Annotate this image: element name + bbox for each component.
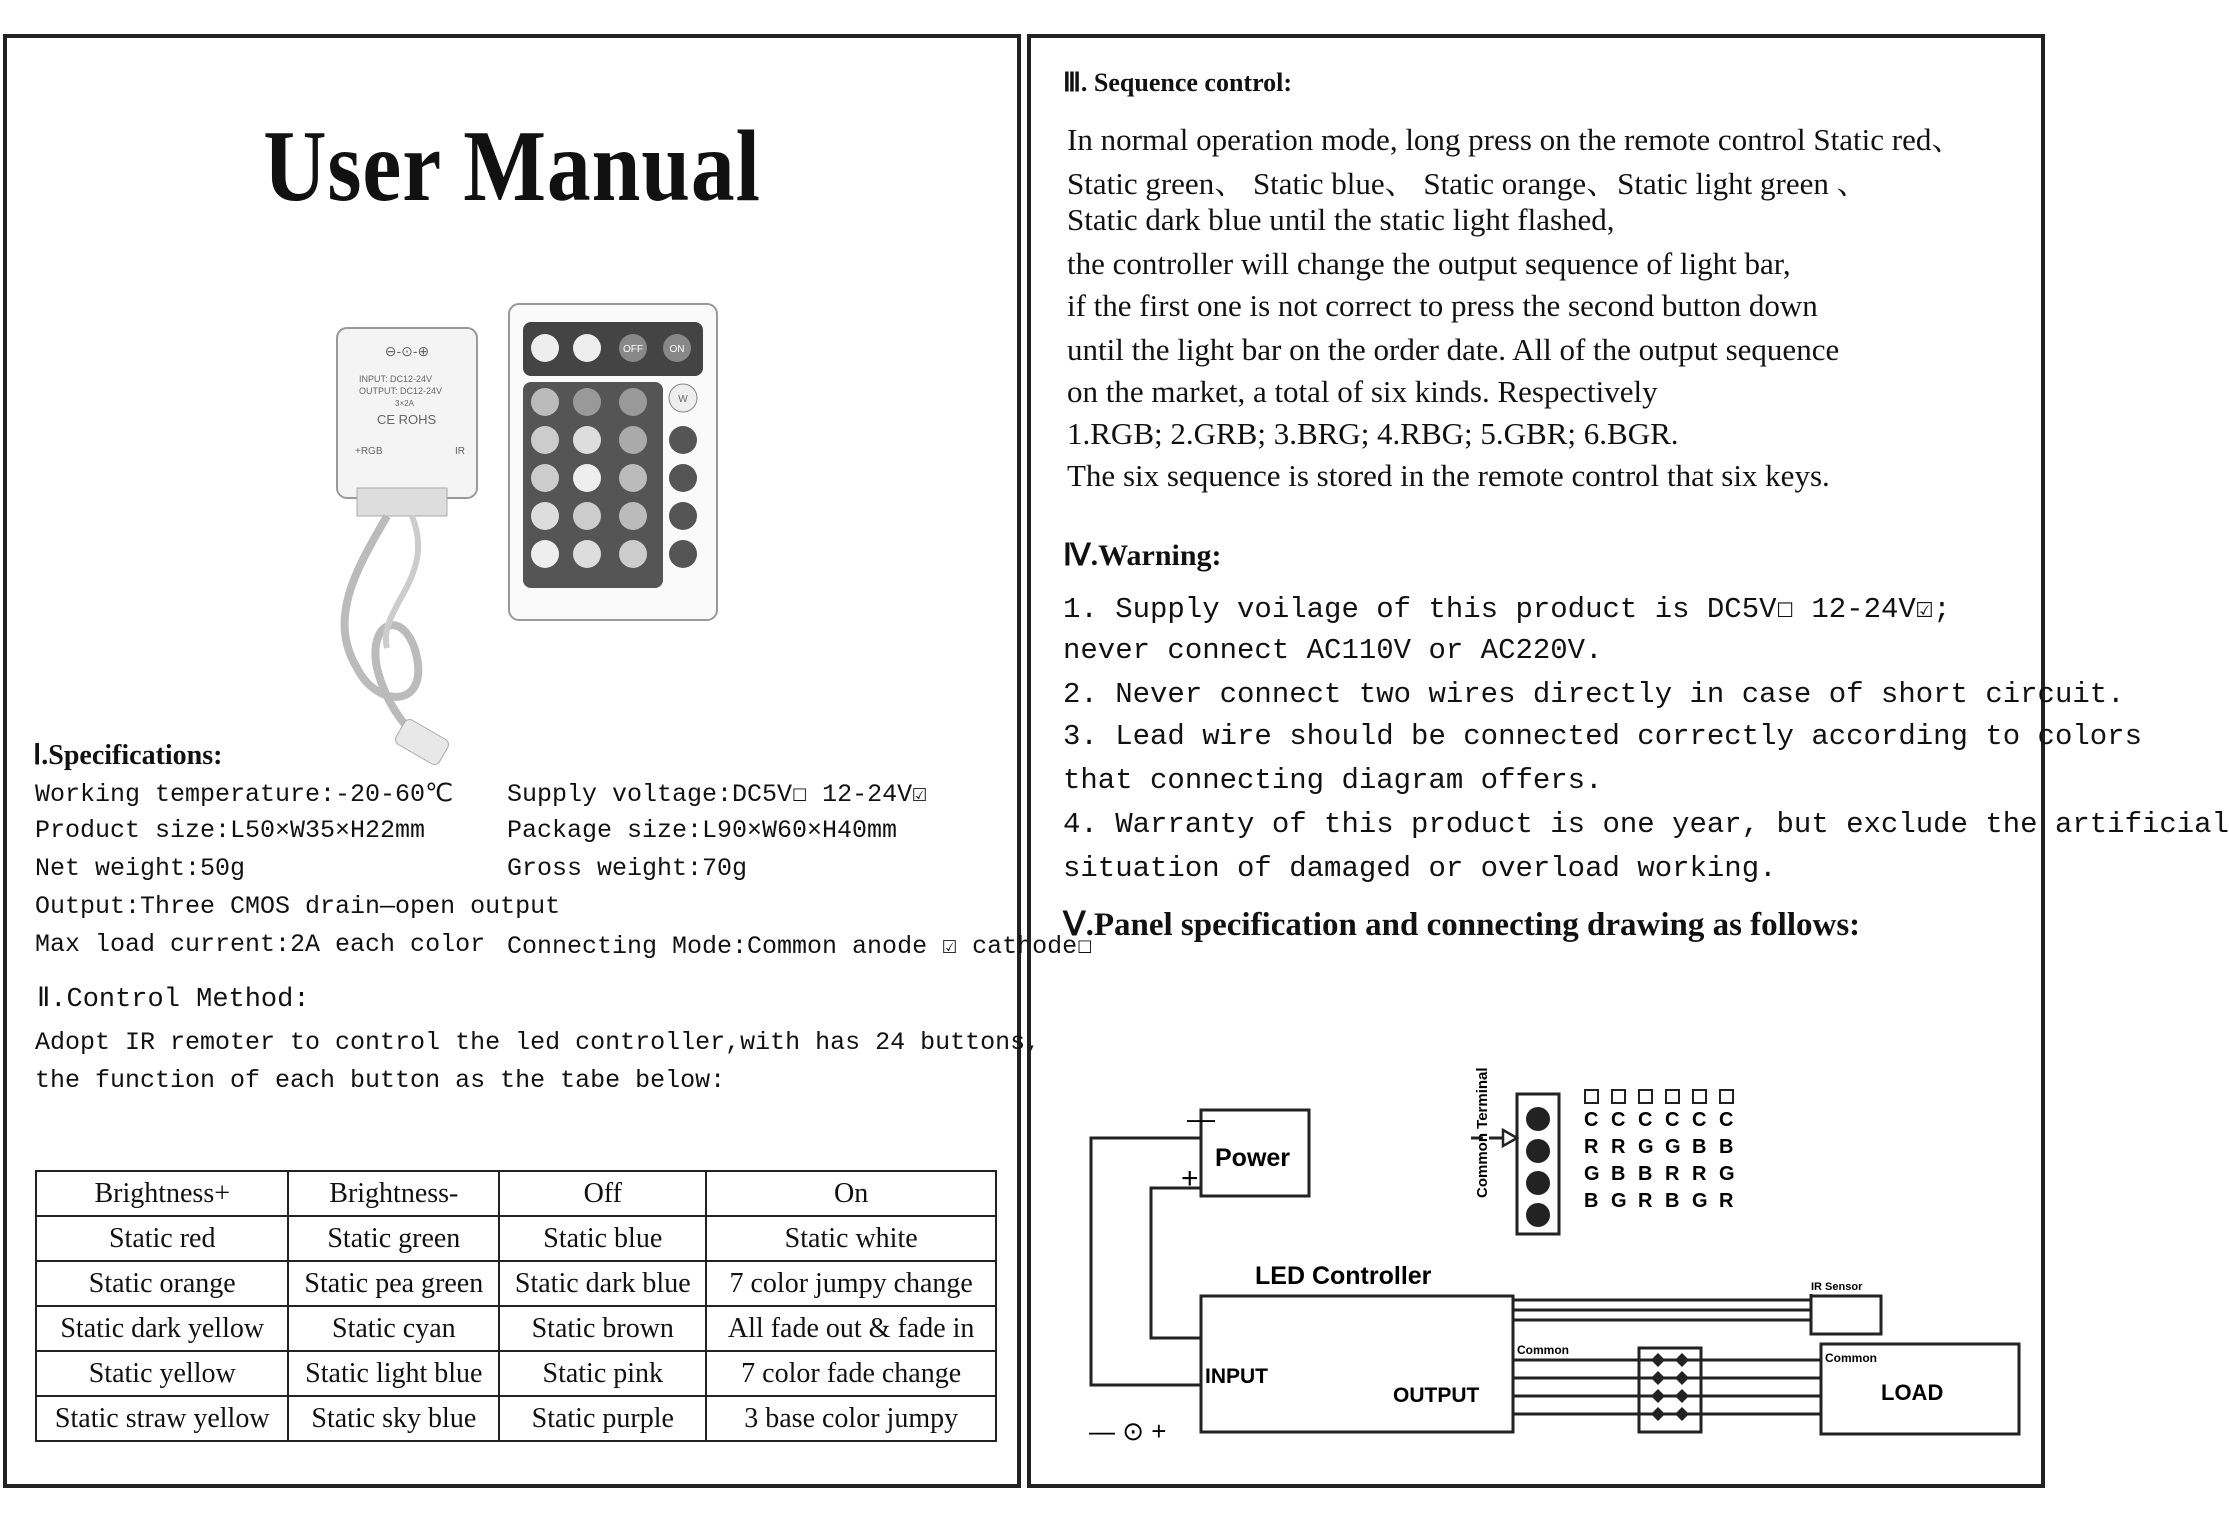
load-label: LOAD <box>1881 1380 1944 1405</box>
table-cell: Off <box>499 1171 706 1216</box>
sequence-letter: B <box>1692 1136 1707 1158</box>
table-cell: 7 color jumpy change <box>706 1261 996 1306</box>
warning-line-1b: never connect AC110V or AC220V. <box>1063 634 1603 667</box>
table-cell: Static yellow <box>36 1351 288 1396</box>
sequence-letter: R <box>1638 1190 1653 1212</box>
sequence-letter: G <box>1719 1163 1735 1185</box>
spec-product-size: Product size:L50×W35×H22mm <box>35 816 426 845</box>
product-photo-drawing <box>297 288 767 774</box>
sequence-line-2: Static green、 Static blue、 Static orange、Static light green 、 <box>1067 166 1868 201</box>
sequence-letter: G <box>1611 1190 1627 1212</box>
controller-ir-label: IR <box>455 446 465 457</box>
sequence-letter: B <box>1611 1163 1626 1185</box>
remote-button-table <box>35 1170 997 1442</box>
warning-line-2: 2. Never connect two wires directly in case of short circuit. <box>1063 678 2125 711</box>
sequence-letter: C <box>1611 1109 1626 1131</box>
warning-line-3b: that connecting diagram offers. <box>1063 764 1603 797</box>
spec-connecting-mode: Connecting Mode:Common anode ☑ cathode☐ <box>507 932 1093 961</box>
remote-on-label: ON <box>669 344 685 355</box>
warning-line-4: 4. Warranty of this product is one year, but exclude the artificial <box>1063 808 2229 841</box>
controller-current-label: 3×2A <box>395 399 414 408</box>
sequence-letter: R <box>1719 1190 1734 1212</box>
control-method-heading: Ⅱ.Control Method: <box>37 985 310 1015</box>
controller-ce-label: CE ROHS <box>377 412 437 427</box>
warning-line-3: 3. Lead wire should be connected correctly according to colors <box>1063 720 2142 753</box>
sequence-letter: R <box>1692 1163 1707 1185</box>
table-row <box>36 1261 996 1306</box>
table-cell: Brightness- <box>288 1171 499 1216</box>
sequence-letter: R <box>1584 1136 1599 1158</box>
sequence-line-3: Static dark blue until the static light flashed, <box>1067 202 1615 237</box>
spec-gross-weight: Gross weight:70g <box>507 854 748 883</box>
table-cell: Static red <box>36 1216 288 1261</box>
table-cell: 3 base color jumpy <box>706 1396 996 1441</box>
table-cell: Static cyan <box>288 1306 499 1351</box>
table-row <box>36 1171 996 1216</box>
table-cell: Static orange <box>36 1261 288 1306</box>
sequence-letter: C <box>1665 1109 1680 1131</box>
table-cell: On <box>706 1171 996 1216</box>
sequence-letter: R <box>1665 1163 1680 1185</box>
sequence-letter: G <box>1584 1163 1600 1185</box>
sequence-letter: G <box>1638 1136 1654 1158</box>
sequence-line-6: until the light bar on the order date. All of the output sequence <box>1067 332 1840 367</box>
warning-line-4b: situation of damaged or overload working. <box>1063 852 1777 885</box>
controller-input-label: INPUT: DC12-24V <box>359 374 433 384</box>
table-cell: 7 color fade change <box>706 1351 996 1396</box>
common-left-label: Common <box>1517 1343 1569 1357</box>
table-row <box>36 1216 996 1261</box>
warning-heading: Ⅳ.Warning: <box>1063 539 1222 572</box>
sequence-letter: B <box>1584 1190 1599 1212</box>
warning-line-1: 1. Supply voilage of this product is DC5V☐ 12-24V☑; <box>1063 593 1951 626</box>
dc-symbol-label: — ⊙ + <box>1089 1416 1167 1446</box>
table-cell: Static dark blue <box>499 1261 706 1306</box>
sequence-line-4: the controller will change the output sequence of light bar, <box>1067 246 1791 281</box>
spec-package-size: Package size:L90×W60×H40mm <box>507 816 898 845</box>
sequence-line-5: if the first one is not correct to press the second button down <box>1067 288 1818 323</box>
sequence-letter: C <box>1638 1109 1653 1131</box>
table-cell: Static pea green <box>288 1261 499 1306</box>
output-label: OUTPUT <box>1393 1384 1480 1407</box>
connecting-diagram <box>1071 1038 2031 1478</box>
spec-working-temperature: Working temperature:-20-60℃ <box>35 780 454 809</box>
page-title: User Manual <box>263 110 761 223</box>
sequence-letter: G <box>1665 1136 1681 1158</box>
specifications-heading: Ⅰ.Specifications: <box>33 740 223 771</box>
spec-net-weight: Net weight:50g <box>35 854 246 883</box>
table-cell: All fade out & fade in <box>706 1306 996 1351</box>
spec-output: Output:Three CMOS drain—open output <box>35 892 561 921</box>
sequence-letter: R <box>1611 1136 1626 1158</box>
table-cell: Brightness+ <box>36 1171 288 1216</box>
sequence-line-9: The six sequence is stored in the remote control that six keys. <box>1067 458 1830 493</box>
table-row <box>36 1351 996 1396</box>
table-cell: Static blue <box>499 1216 706 1261</box>
table-cell: Static dark yellow <box>36 1306 288 1351</box>
control-method-line-2: the function of each button as the tabe below: <box>35 1066 726 1095</box>
table-cell: Static white <box>706 1216 996 1261</box>
common-right-label: Common <box>1825 1351 1877 1365</box>
sequence-letter: B <box>1665 1190 1680 1212</box>
controller-output-label: OUTPUT: DC12-24V <box>359 386 443 396</box>
sequence-letter: G <box>1692 1190 1708 1212</box>
power-label: Power <box>1215 1144 1291 1172</box>
right-page <box>1027 34 2229 1488</box>
input-label: INPUT <box>1205 1365 1268 1388</box>
sequence-letter: C <box>1719 1109 1734 1131</box>
svg-text:⊖-⊙-⊕: ⊖-⊙-⊕ <box>384 343 430 359</box>
sequence-line-8: 1.RGB; 2.GRB; 3.BRG; 4.RBG; 5.GBR; 6.BGR. <box>1067 416 1679 451</box>
controller-rgb-label: +RGB <box>355 446 383 457</box>
table-cell: Static light blue <box>288 1351 499 1396</box>
control-method-line-1: Adopt IR remoter to control the led controller,with has 24 buttons, <box>35 1028 1041 1057</box>
common-terminal-label: Common Terminal <box>1474 1067 1491 1198</box>
product-photo <box>297 288 767 774</box>
table-cell: Static straw yellow <box>36 1396 288 1441</box>
sequence-line-7: on the market, a total of six kinds. Respectively <box>1067 374 1658 409</box>
ir-sensor-box <box>1811 1296 1881 1334</box>
table-cell: Static sky blue <box>288 1396 499 1441</box>
table-row <box>36 1396 996 1441</box>
panel-spec-heading: Ⅴ.Panel specification and connecting drawing as follows: <box>1063 907 1861 943</box>
table-cell: Static brown <box>499 1306 706 1351</box>
sequence-letter: C <box>1584 1109 1599 1131</box>
table-cell: Static pink <box>499 1351 706 1396</box>
sequence-letter: C <box>1692 1109 1707 1131</box>
plus-label: + <box>1181 1162 1199 1195</box>
sequence-letter: B <box>1638 1163 1653 1185</box>
sequence-columns <box>1584 1109 1735 1212</box>
remote-w-label: W <box>678 394 688 405</box>
minus-label: — <box>1187 1103 1215 1134</box>
led-controller-label: LED Controller <box>1255 1262 1432 1290</box>
table-cell: Static green <box>288 1216 499 1261</box>
spec-max-load-current: Max load current:2A each color <box>35 930 486 959</box>
ir-sensor-label: IR Sensor <box>1811 1281 1863 1293</box>
sequence-control-heading: Ⅲ. Sequence control: <box>1063 68 1293 97</box>
spec-supply-voltage: Supply voltage:DC5V☐ 12-24V☑ <box>507 780 928 809</box>
left-page <box>3 34 1093 1488</box>
sequence-letter: B <box>1719 1136 1734 1158</box>
table-row <box>36 1306 996 1351</box>
table-cell: Static purple <box>499 1396 706 1441</box>
remote-off-label: OFF <box>623 344 643 355</box>
sequence-line-1: In normal operation mode, long press on the remote control Static red、 <box>1067 122 1963 157</box>
led-controller-box <box>1201 1296 1513 1432</box>
